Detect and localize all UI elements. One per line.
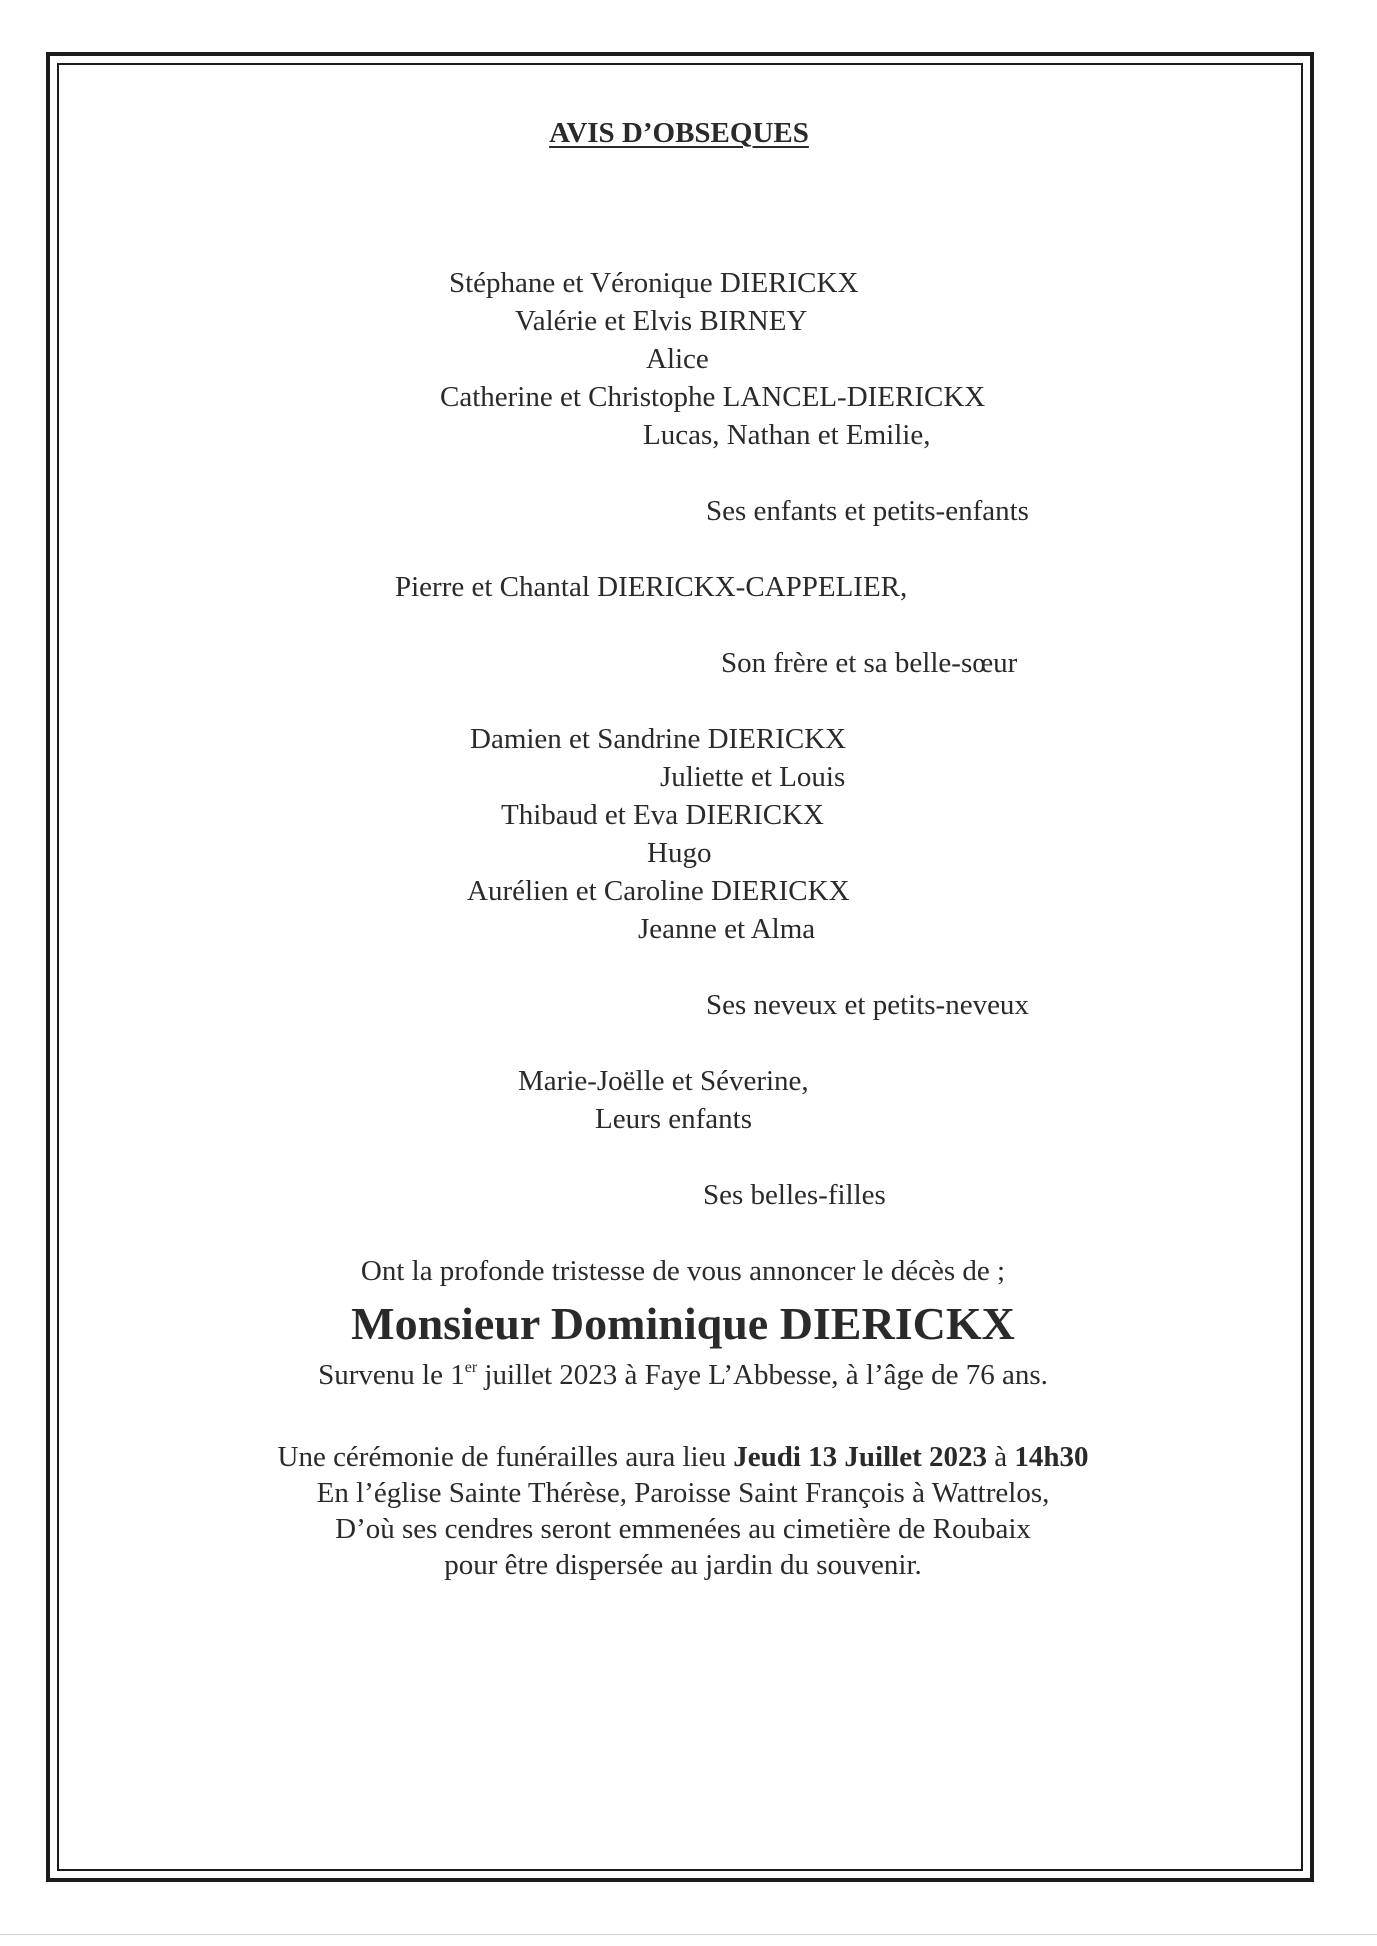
family-name: Hugo [647,837,712,869]
deceased-name: Monsieur Dominique DIERICKX [351,1298,1015,1349]
family-name: Aurélien et Caroline DIERICKX [467,875,850,907]
family-name: Juliette et Louis [660,761,846,793]
family-name: Catherine et Christophe LANCEL-DIERICKX [440,381,986,413]
family-name: Pierre et Chantal DIERICKX-CAPPELIER, [395,571,908,603]
family-name: Alice [646,343,709,375]
family-name: Lucas, Nathan et Emilie, [643,419,931,451]
family-name: Marie-Joëlle et Séverine, [518,1065,809,1097]
ashes-line: pour être dispersée au jardin du souvenir. [444,1549,922,1581]
relation-label: Ses enfants et petits-enfants [706,495,1029,527]
relation-label: Son frère et sa belle-sœur [721,647,1018,679]
family-name: Jeanne et Alma [638,913,816,945]
family-name: Valérie et Elvis BIRNEY [515,305,808,337]
relation-label: Ses neveux et petits-neveux [706,989,1029,1021]
death-details: Survenu le 1er juillet 2023 à Faye L’Abbesse, à l’âge de 76 ans. [318,1359,1048,1391]
ceremony-line: Une cérémonie de funérailles aura lieu Jeudi 13 Juillet 2023 à 14h30 [277,1441,1089,1473]
cemetery-line: D’où ses cendres seront emmenées au cimetière de Roubaix [335,1513,1031,1545]
scan-edge-line [0,1934,1377,1935]
church-line: En l’église Sainte Thérèse, Paroisse Saint François à Wattrelos, [316,1477,1050,1509]
family-name: Thibaud et Eva DIERICKX [501,799,824,831]
ceremony-date: Jeudi 13 Juillet 2023 [733,1441,987,1473]
ceremony-time: 14h30 [1014,1441,1089,1473]
relation-label: Ses belles-filles [703,1179,886,1211]
notice-title: AVIS D’OBSEQUES [549,117,809,149]
family-name: Stéphane et Véronique DIERICKX [449,267,859,299]
announcement-intro: Ont la profonde tristesse de vous annoncer le décès de ; [360,1255,1006,1287]
family-name: Damien et Sandrine DIERICKX [470,723,847,755]
family-name: Leurs enfants [595,1103,753,1135]
